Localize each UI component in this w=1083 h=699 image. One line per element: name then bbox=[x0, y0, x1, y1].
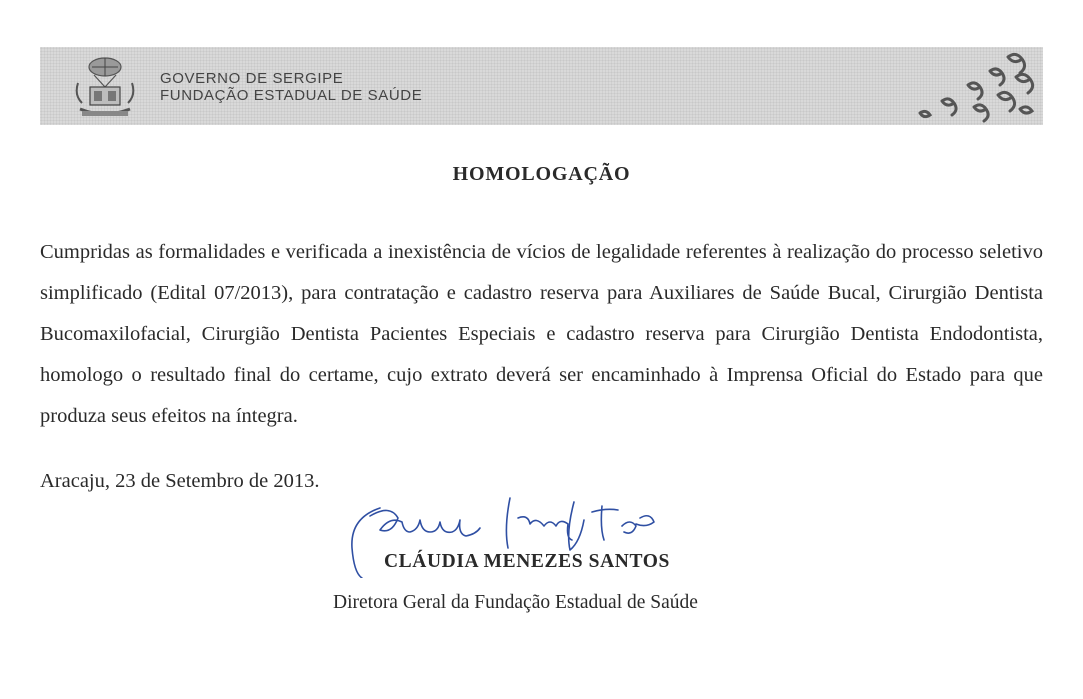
letterhead-banner bbox=[40, 47, 1043, 125]
place-and-date: Aracaju, 23 de Setembro de 2013. bbox=[40, 470, 320, 492]
signer-name: CLÁUDIA MENEZES SANTOS bbox=[384, 551, 670, 572]
swirl-pattern-icon bbox=[898, 47, 1043, 125]
state-crest-icon bbox=[72, 53, 138, 121]
government-name: GOVERNO DE SERGIPE bbox=[160, 70, 344, 87]
homologation-text: Cumpridas as formalidades e verificada a inexistência de vícios de legalidade referentes à realização do processo seletivo simplificado (Edital 07/2013), para contratação e cadastro reserva para Auxiliares de Saúde Bucal, Cirurgião Dentista Bucomaxilofacial, Cirurgião Dentista Pacientes Especiais e cadastro reserva para Cirurgião Dentista Endodontista, homologo o resultado final do certame, cujo extrato deverá ser encaminhado à Imprensa Oficial do Estado para que produza seus efeitos na íntegra. bbox=[40, 241, 1043, 427]
signer-role: Diretora Geral da Fundação Estadual de Saúde bbox=[333, 592, 698, 613]
foundation-name: FUNDAÇÃO ESTADUAL DE SAÚDE bbox=[160, 87, 423, 104]
document-title: HOMOLOGAÇÃO bbox=[452, 163, 631, 185]
